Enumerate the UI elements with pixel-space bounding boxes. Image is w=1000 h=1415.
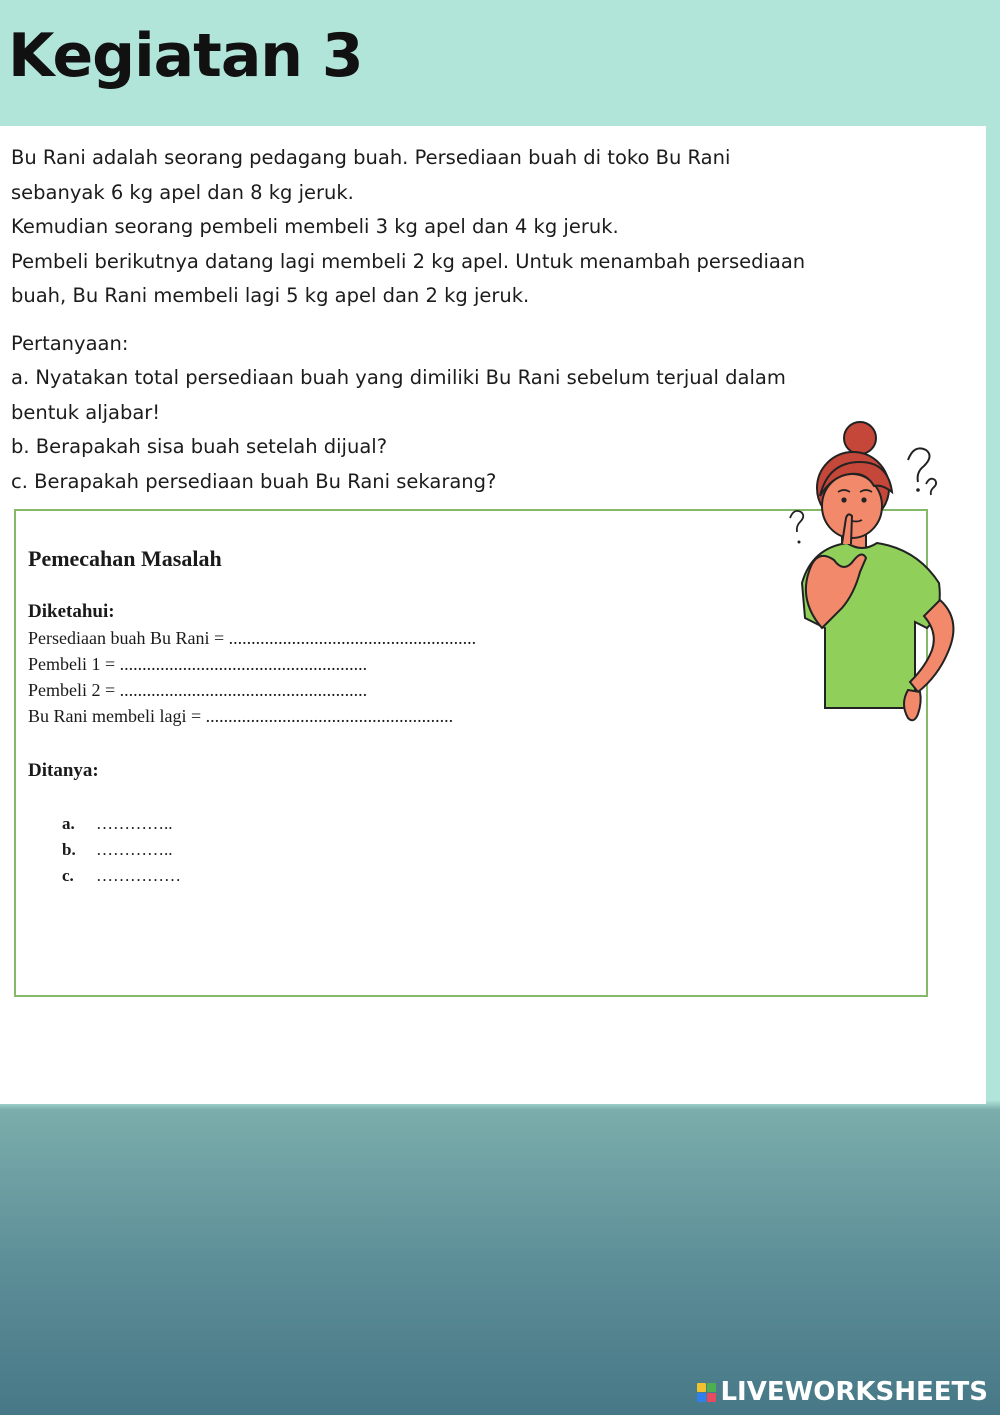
question-line: b. Berapakah sisa buah setelah dijual? [11,435,388,458]
answer-b-line [62,840,173,860]
answer-blank[interactable]: ………….. [96,840,173,859]
question-mark-icon [790,511,803,532]
hair-bun [844,422,876,454]
known-label: Pembeli 2 = [28,680,120,700]
known-heading: Diketahui: [28,601,115,622]
known-restock-line [28,706,453,727]
story-line: buah, Bu Rani membeli lagi 5 kg apel dan 2 kg jeruk. [11,284,530,307]
story-line: Pembeli berikutnya datang lagi membeli 2 kg apel. Untuk menambah persediaan [11,249,806,273]
answer-blank[interactable]: ………….. [96,814,173,833]
answer-label: a. [62,814,75,833]
liveworksheets-logo-icon [697,1383,716,1402]
asked-heading: Ditanya: [28,760,99,781]
known-stock-line [28,628,476,649]
known-label: Pembeli 1 = [28,654,120,674]
question-mark-icon [908,448,930,482]
story-line: Kemudian seorang pembeli membeli 3 kg apel dan 4 kg jeruk. [11,215,619,238]
question-line: c. Berapakah persediaan buah Bu Rani sekarang? [11,469,497,493]
solution-title: Pemecahan Masalah [28,546,222,571]
known-label: Persediaan buah Bu Rani = [28,628,229,648]
liveworksheets-brand[interactable] [697,1377,988,1407]
page-title: Kegiatan 3 [8,21,363,91]
question-mark-icon [926,479,936,495]
story-line: sebanyak 6 kg apel dan 8 kg jeruk. [11,180,354,204]
answer-blank[interactable]: …………… [96,866,181,885]
answer-label: c. [62,866,74,885]
brand-name: LIVEWORKSHEETS [720,1377,988,1407]
answer-blank[interactable]: ....................................................... [119,654,368,674]
questions-heading: Pertanyaan: [11,331,129,355]
answer-blank[interactable]: ....................................................... [119,680,368,700]
thinking-woman-illustration [780,418,975,733]
answer-blank[interactable]: ....................................................... [205,706,454,726]
known-label: Bu Rani membeli lagi = [28,706,206,726]
answer-label: b. [62,840,76,859]
answer-c-line [62,866,181,886]
problem-story [11,141,911,499]
known-buyer2-line [28,680,367,701]
question-line: a. Nyatakan total persediaan buah yang dimiliki Bu Rani sebelum terjual dalam [11,366,786,389]
answer-blank[interactable]: ....................................................... [228,628,477,648]
known-buyer1-line [28,654,367,675]
question-line: bentuk aljabar! [11,400,161,424]
answer-a-line [62,814,173,834]
story-line: Bu Rani adalah seorang pedagang buah. Persediaan buah di toko Bu Rani [11,146,731,169]
